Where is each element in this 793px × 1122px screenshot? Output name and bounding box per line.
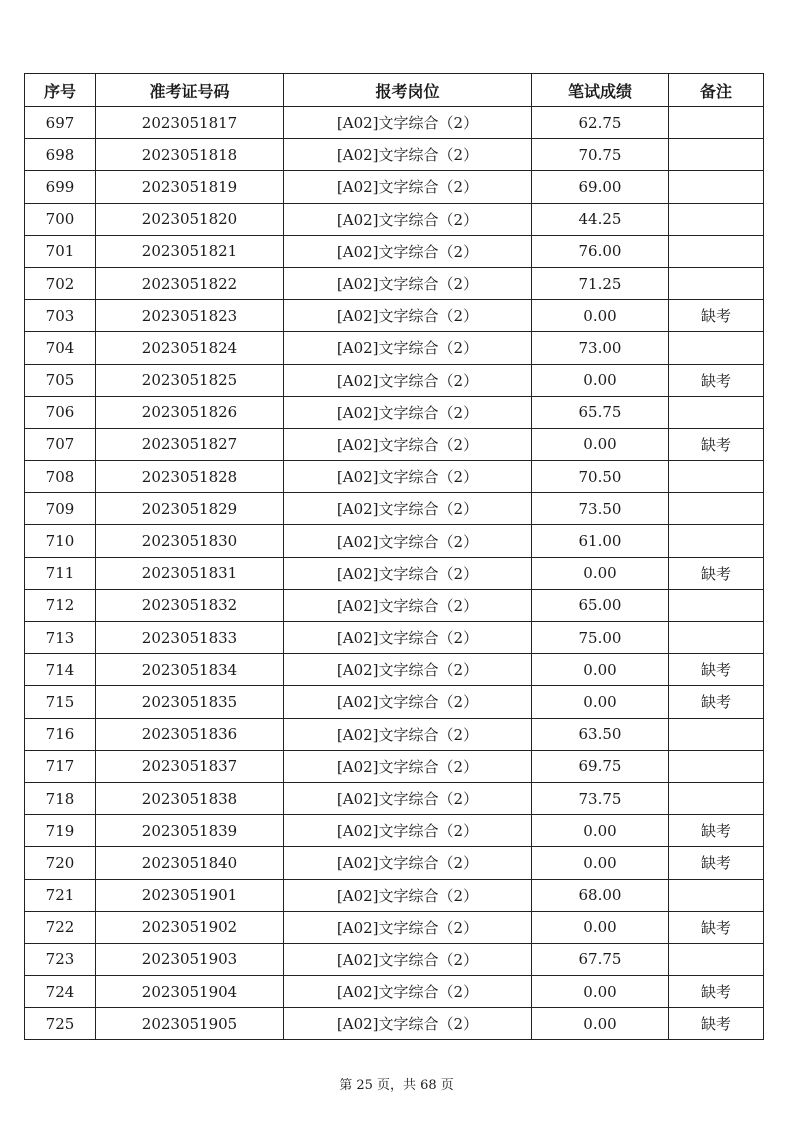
cell-position: [A02]文字综合（2） [284, 332, 532, 364]
cell-remarks [669, 589, 764, 621]
cell-ticket-number: 2023051824 [96, 332, 284, 364]
table-row [25, 235, 764, 267]
cell-position: [A02]文字综合（2） [284, 525, 532, 557]
cell-position: [A02]文字综合（2） [284, 782, 532, 814]
cell-written-score: 0.00 [532, 911, 669, 943]
table-row [25, 589, 764, 621]
cell-seq: 698 [25, 139, 96, 171]
cell-seq: 723 [25, 943, 96, 975]
cell-ticket-number: 2023051901 [96, 879, 284, 911]
cell-ticket-number: 2023051828 [96, 461, 284, 493]
cell-remarks: 缺考 [669, 686, 764, 718]
cell-seq: 697 [25, 107, 96, 139]
cell-seq: 715 [25, 686, 96, 718]
table-row [25, 1008, 764, 1040]
cell-position: [A02]文字综合（2） [284, 654, 532, 686]
cell-remarks [669, 203, 764, 235]
cell-seq: 714 [25, 654, 96, 686]
cell-remarks: 缺考 [669, 428, 764, 460]
table-header [25, 74, 764, 107]
cell-seq: 724 [25, 976, 96, 1008]
cell-position: [A02]文字综合（2） [284, 171, 532, 203]
cell-position: [A02]文字综合（2） [284, 847, 532, 879]
cell-seq: 712 [25, 589, 96, 621]
cell-remarks: 缺考 [669, 911, 764, 943]
cell-written-score: 73.75 [532, 782, 669, 814]
cell-written-score: 0.00 [532, 815, 669, 847]
cell-remarks: 缺考 [669, 976, 764, 1008]
cell-position: [A02]文字综合（2） [284, 461, 532, 493]
cell-seq: 722 [25, 911, 96, 943]
cell-written-score: 0.00 [532, 364, 669, 396]
cell-ticket-number: 2023051821 [96, 235, 284, 267]
cell-seq: 717 [25, 750, 96, 782]
table-row [25, 525, 764, 557]
table-row [25, 911, 764, 943]
cell-written-score: 0.00 [532, 654, 669, 686]
cell-position: [A02]文字综合（2） [284, 396, 532, 428]
cell-ticket-number: 2023051823 [96, 300, 284, 332]
table-row [25, 396, 764, 428]
cell-written-score: 61.00 [532, 525, 669, 557]
cell-seq: 710 [25, 525, 96, 557]
cell-seq: 719 [25, 815, 96, 847]
header-remarks: 备注 [669, 74, 764, 107]
cell-ticket-number: 2023051835 [96, 686, 284, 718]
cell-ticket-number: 2023051838 [96, 782, 284, 814]
cell-seq: 705 [25, 364, 96, 396]
table-row [25, 654, 764, 686]
cell-seq: 718 [25, 782, 96, 814]
score-table [24, 73, 764, 1040]
cell-written-score: 0.00 [532, 847, 669, 879]
cell-remarks: 缺考 [669, 300, 764, 332]
cell-remarks: 缺考 [669, 1008, 764, 1040]
table-row [25, 267, 764, 299]
cell-position: [A02]文字综合（2） [284, 686, 532, 718]
cell-ticket-number: 2023051837 [96, 750, 284, 782]
table-row [25, 107, 764, 139]
cell-seq: 721 [25, 879, 96, 911]
cell-written-score: 62.75 [532, 107, 669, 139]
cell-ticket-number: 2023051822 [96, 267, 284, 299]
cell-position: [A02]文字综合（2） [284, 879, 532, 911]
table-row [25, 139, 764, 171]
cell-ticket-number: 2023051833 [96, 622, 284, 654]
cell-seq: 700 [25, 203, 96, 235]
cell-seq: 713 [25, 622, 96, 654]
cell-position: [A02]文字综合（2） [284, 364, 532, 396]
cell-written-score: 69.75 [532, 750, 669, 782]
cell-written-score: 65.75 [532, 396, 669, 428]
cell-remarks [669, 139, 764, 171]
cell-written-score: 0.00 [532, 557, 669, 589]
cell-remarks [669, 622, 764, 654]
cell-seq: 708 [25, 461, 96, 493]
cell-ticket-number: 2023051819 [96, 171, 284, 203]
cell-position: [A02]文字综合（2） [284, 107, 532, 139]
cell-position: [A02]文字综合（2） [284, 589, 532, 621]
cell-seq: 701 [25, 235, 96, 267]
header-ticket-number: 准考证号码 [96, 74, 284, 107]
cell-remarks [669, 396, 764, 428]
cell-seq: 704 [25, 332, 96, 364]
cell-ticket-number: 2023051903 [96, 943, 284, 975]
cell-remarks: 缺考 [669, 847, 764, 879]
cell-remarks [669, 332, 764, 364]
cell-written-score: 0.00 [532, 976, 669, 1008]
cell-ticket-number: 2023051905 [96, 1008, 284, 1040]
cell-written-score: 68.00 [532, 879, 669, 911]
cell-seq: 725 [25, 1008, 96, 1040]
table-row [25, 493, 764, 525]
cell-ticket-number: 2023051830 [96, 525, 284, 557]
cell-seq: 711 [25, 557, 96, 589]
cell-position: [A02]文字综合（2） [284, 750, 532, 782]
cell-ticket-number: 2023051834 [96, 654, 284, 686]
cell-ticket-number: 2023051826 [96, 396, 284, 428]
cell-position: [A02]文字综合（2） [284, 235, 532, 267]
table-row [25, 943, 764, 975]
table-row [25, 461, 764, 493]
cell-ticket-number: 2023051817 [96, 107, 284, 139]
cell-remarks: 缺考 [669, 815, 764, 847]
cell-written-score: 75.00 [532, 622, 669, 654]
header-row [25, 74, 764, 107]
cell-remarks [669, 235, 764, 267]
cell-written-score: 44.25 [532, 203, 669, 235]
cell-position: [A02]文字综合（2） [284, 815, 532, 847]
table-row [25, 718, 764, 750]
cell-position: [A02]文字综合（2） [284, 139, 532, 171]
cell-written-score: 69.00 [532, 171, 669, 203]
table-row [25, 428, 764, 460]
cell-remarks [669, 943, 764, 975]
table-body [25, 107, 764, 1040]
cell-written-score: 63.50 [532, 718, 669, 750]
header-written-score: 笔试成绩 [532, 74, 669, 107]
cell-ticket-number: 2023051831 [96, 557, 284, 589]
cell-position: [A02]文字综合（2） [284, 718, 532, 750]
cell-written-score: 0.00 [532, 686, 669, 718]
table-row [25, 686, 764, 718]
cell-position: [A02]文字综合（2） [284, 976, 532, 1008]
cell-seq: 703 [25, 300, 96, 332]
table-row [25, 815, 764, 847]
cell-written-score: 70.75 [532, 139, 669, 171]
cell-written-score: 65.00 [532, 589, 669, 621]
cell-written-score: 0.00 [532, 1008, 669, 1040]
table-row [25, 300, 764, 332]
table-row [25, 364, 764, 396]
table-row [25, 622, 764, 654]
cell-seq: 699 [25, 171, 96, 203]
cell-remarks [669, 461, 764, 493]
cell-position: [A02]文字综合（2） [284, 1008, 532, 1040]
cell-ticket-number: 2023051818 [96, 139, 284, 171]
cell-remarks [669, 267, 764, 299]
table-row [25, 557, 764, 589]
cell-ticket-number: 2023051904 [96, 976, 284, 1008]
cell-ticket-number: 2023051825 [96, 364, 284, 396]
table-row [25, 171, 764, 203]
page-footer: 第 25 页，共 68 页 [339, 1078, 454, 1093]
cell-remarks: 缺考 [669, 364, 764, 396]
header-position: 报考岗位 [284, 74, 532, 107]
table-row [25, 203, 764, 235]
cell-ticket-number: 2023051832 [96, 589, 284, 621]
cell-written-score: 0.00 [532, 428, 669, 460]
table-row [25, 782, 764, 814]
cell-written-score: 71.25 [532, 267, 669, 299]
cell-seq: 709 [25, 493, 96, 525]
cell-remarks [669, 879, 764, 911]
cell-remarks [669, 107, 764, 139]
cell-ticket-number: 2023051839 [96, 815, 284, 847]
cell-written-score: 73.00 [532, 332, 669, 364]
cell-position: [A02]文字综合（2） [284, 300, 532, 332]
cell-remarks [669, 493, 764, 525]
cell-ticket-number: 2023051827 [96, 428, 284, 460]
cell-position: [A02]文字综合（2） [284, 493, 532, 525]
table-row [25, 879, 764, 911]
cell-seq: 720 [25, 847, 96, 879]
table-row [25, 750, 764, 782]
cell-written-score: 76.00 [532, 235, 669, 267]
cell-written-score: 73.50 [532, 493, 669, 525]
cell-remarks [669, 782, 764, 814]
cell-remarks: 缺考 [669, 654, 764, 686]
cell-seq: 707 [25, 428, 96, 460]
cell-position: [A02]文字综合（2） [284, 428, 532, 460]
cell-position: [A02]文字综合（2） [284, 622, 532, 654]
table-row [25, 976, 764, 1008]
table-row [25, 332, 764, 364]
cell-ticket-number: 2023051836 [96, 718, 284, 750]
header-seq: 序号 [25, 74, 96, 107]
cell-ticket-number: 2023051820 [96, 203, 284, 235]
cell-position: [A02]文字综合（2） [284, 267, 532, 299]
cell-ticket-number: 2023051829 [96, 493, 284, 525]
cell-seq: 716 [25, 718, 96, 750]
cell-written-score: 0.00 [532, 300, 669, 332]
cell-remarks [669, 750, 764, 782]
cell-ticket-number: 2023051902 [96, 911, 284, 943]
table-row [25, 847, 764, 879]
cell-position: [A02]文字综合（2） [284, 911, 532, 943]
cell-seq: 702 [25, 267, 96, 299]
cell-position: [A02]文字综合（2） [284, 557, 532, 589]
cell-remarks [669, 171, 764, 203]
cell-written-score: 67.75 [532, 943, 669, 975]
cell-written-score: 70.50 [532, 461, 669, 493]
cell-position: [A02]文字综合（2） [284, 203, 532, 235]
cell-remarks [669, 718, 764, 750]
cell-seq: 706 [25, 396, 96, 428]
cell-remarks: 缺考 [669, 557, 764, 589]
cell-position: [A02]文字综合（2） [284, 943, 532, 975]
cell-ticket-number: 2023051840 [96, 847, 284, 879]
cell-remarks [669, 525, 764, 557]
